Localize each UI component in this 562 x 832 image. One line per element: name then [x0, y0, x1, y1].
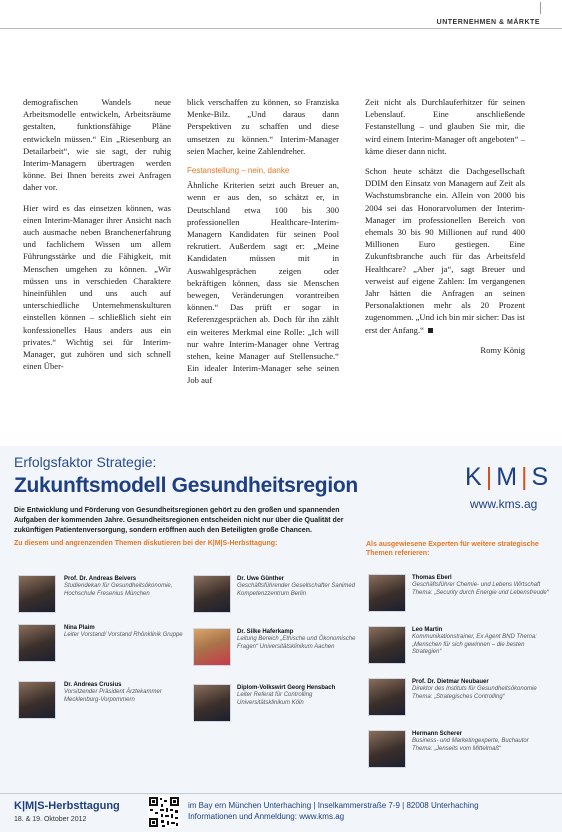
speaker-photo: [193, 575, 231, 613]
article-paragraph: Zeit nicht als Durchlauferhitzer für seinen Lebenslauf. Eine anschließende Festanstellung – und glauben Sie mir, die wird einem Interim-Manager oft angeboten“ – käme dieser dann nicht.: [365, 97, 525, 156]
speaker-entry: Dr. Uwe Günther Geschäftsführender Gesellschafter Sanimed Kompetenzzentrum Berlin: [237, 576, 356, 597]
article-column-1: [23, 96, 171, 380]
speaker-photo: [18, 575, 56, 613]
article-paragraph: Schon heute schätzt die Dachgesellschaft DDIM den Einsatz von Managern auf Zeit als Wachstumsbranche ein. Allein von 2000 bis 2004 sei das Honorarvolumen der Interim-Manager im professionellen Bereich von ehemals 30 bis 90 Millionen auf rund 400 Millionen Euro gestiegen. Eine Zukunftsbranche auch für das Arbeitsfeld Healthcare? „Aber ja“, sagt Breuer und verweist auf eigene Zahlen: Im vergangenen Jahr hätten die Anfragen an seinen Personalaktionen mehr als 20 Prozent zugenommen. „Und ich bin mir sicher: Das ist erst der Anfang.“: [365, 166, 525, 335]
experts-heading: Als ausgewiesene Experten für weitere strategische Themen referieren:: [366, 541, 539, 557]
expert-photo: [368, 626, 406, 664]
speaker-entry: Diplom-Volkswirt Georg Hensbach Leiter Referat für Controlling Universitätsklinikum Köln: [237, 685, 336, 706]
speaker-entry: Dr. Andreas Crusius Vorsitzender Präsident Ärztekammer Mecklenburg-Vorpommern: [64, 682, 162, 703]
article-paragraph: blick verschaffen zu können, so Franziska Menke-Bilz. „Und daraus dann Perspektiven zu schaffen und diese umsetzen zu können.“ Interim-Manager seien Macher, keine Zahlendreher.: [187, 97, 339, 156]
event-info: [188, 800, 550, 822]
article-paragraph: demografischen Wandels neue Arbeitsmodelle entwickeln, Arbeitsräume gestalten, funktionsfähige Pläne entwickeln müssen.“ Ein „Riesenburg an Detailarbeit“, wie sie sagt, der ruhig Interim-Managern übertragen werden könne. Bei Ihnen bereits zwei Anfragen daher vor.: [23, 97, 171, 193]
header-rule: [0, 28, 562, 29]
speaker-photo: [193, 628, 231, 666]
speaker-photo: [193, 684, 231, 722]
speaker-photo: [18, 681, 56, 719]
ad-tagline: Erfolgsfaktor Strategie:: [14, 454, 157, 470]
kms-logo: K | M | S: [465, 463, 550, 491]
article-author: Romy König: [480, 344, 525, 355]
expert-entry: Leo Martin Kommunikationstrainer, Ex Agent BND Thema: „Menschen für sich gewinnen – die besten Strategien“: [412, 627, 537, 656]
speaker-entry: Prof. Dr. Andreas Beivers Studiendekan für Gesundheitsökonomie, Hochschule Fresenius München: [64, 576, 173, 597]
article-paragraph: Ähnliche Kriterien setzt auch Breuer an, wenn er aus den, so schätzt er, in Deutschland etwa 100 bis 300 professionellen Healthcare-Interim-Managern Kandidaten für seinen Pool rekrutiert. Außerdem sagt er: „Meine Kandidaten müssen mit in Auswahlgesprächen zeigen oder bekräftigen können, dass sie Menschen bewegen, Veränderungen vorantreiben können.“ Das prüft er sogar in Referenzgesprächen ab. Doch für ihn zählt ein weiteres Merkmal eine Rolle: „Ich will nur wahre Interim-Manager ohne Vertrag stehen, keine Manager auf Stellensuche.“ Ein idealer Interim-Manager sehe seinen Job auf: [187, 180, 339, 386]
article-subheading: Festanstellung – nein, danke: [187, 166, 290, 176]
ad-title: Zukunftsmodell Gesundheitsregion: [14, 474, 358, 497]
speaker-entry: Dr. Silke Haferkamp Leitung Bereich „Ethische und Ökonomische Fragen“ Universitätsklinikum Aachen: [237, 629, 356, 650]
ad-website-link[interactable]: www.kms.ag: [470, 497, 538, 511]
expert-photo: [368, 678, 406, 716]
article-paragraph: Hier wird es das einsetzen können, was einen Interim-Manager ihrer Ansicht nach auch ausmache neben Branchenerfahrung und fachlichem Wissen um allem Führungsstärke und die Fähigkeit, mit Menschen umgehen zu können. „Wir müssen uns in verschieden Charaktere hineinfühlen und uns auch auf unterschiedliche Unternehmenskulturen einstellen können – schließlich sieht ein konfessionelles Haus anders aus ein privates.“ Wichtig sei für Interim-Manager, gut zuhören und sich schnell einen Über-: [23, 202, 171, 372]
article-column-2: [187, 96, 339, 395]
event-title: K|M|S-Herbsttagung: [14, 800, 120, 812]
footer-divider: [0, 793, 562, 794]
section-label: UNTERNEHMEN & MÄRKTE: [436, 19, 540, 26]
speaker-entry: Nina Plaim Leiter Vorstand/ Vorstand Rhönklinik Gruppe: [64, 625, 183, 639]
event-registration-link[interactable]: Informationen und Anmeldung: www.kms.ag: [188, 812, 345, 821]
article-column-3: [365, 96, 525, 356]
expert-entry: Thomas Eberl Geschäftsführer Chemie- und Lebens Wirtschaft Thema: „Security durch Energie und Lebensfreude“: [412, 575, 549, 596]
speakers-heading: Zu diesem und angrenzenden Themen diskutieren bei der K|M|S-Herbsttagung:: [14, 540, 278, 547]
expert-photo: [368, 730, 406, 768]
event-venue: im Bay ern München Unterhaching | Inselkammerstraße 7-9 | 82008 Unterhaching: [188, 801, 479, 810]
page-edge-mark: [540, 2, 549, 14]
speaker-photo: [18, 624, 56, 662]
ad-intro-text: Die Entwicklung und Förderung von Gesundheitsregionen gehört zu den großen und spannenden Aufgaben der kommenden Jahre. Gesundheitsregionen entscheiden nicht nur über die Qualität der zukünftigen Patientenversorgung, sondern eröffnen auch den Beteiligten große Chancen.: [14, 507, 344, 534]
qr-code-icon[interactable]: [148, 796, 180, 828]
expert-entry: Hermann Scherer Business- und Marketingexperte, Buchautor Thema: „Jenseits vom Mittelmaß“: [412, 731, 529, 752]
event-date: 18. & 19. Oktober 2012: [14, 816, 87, 823]
expert-photo: [368, 574, 406, 612]
expert-entry: Prof. Dr. Dietmar Neubauer Direktor des Instituts für Gesundheitsökonomie Thema: „Strategisches Controlling“: [412, 679, 537, 700]
end-mark-icon: [428, 328, 433, 333]
